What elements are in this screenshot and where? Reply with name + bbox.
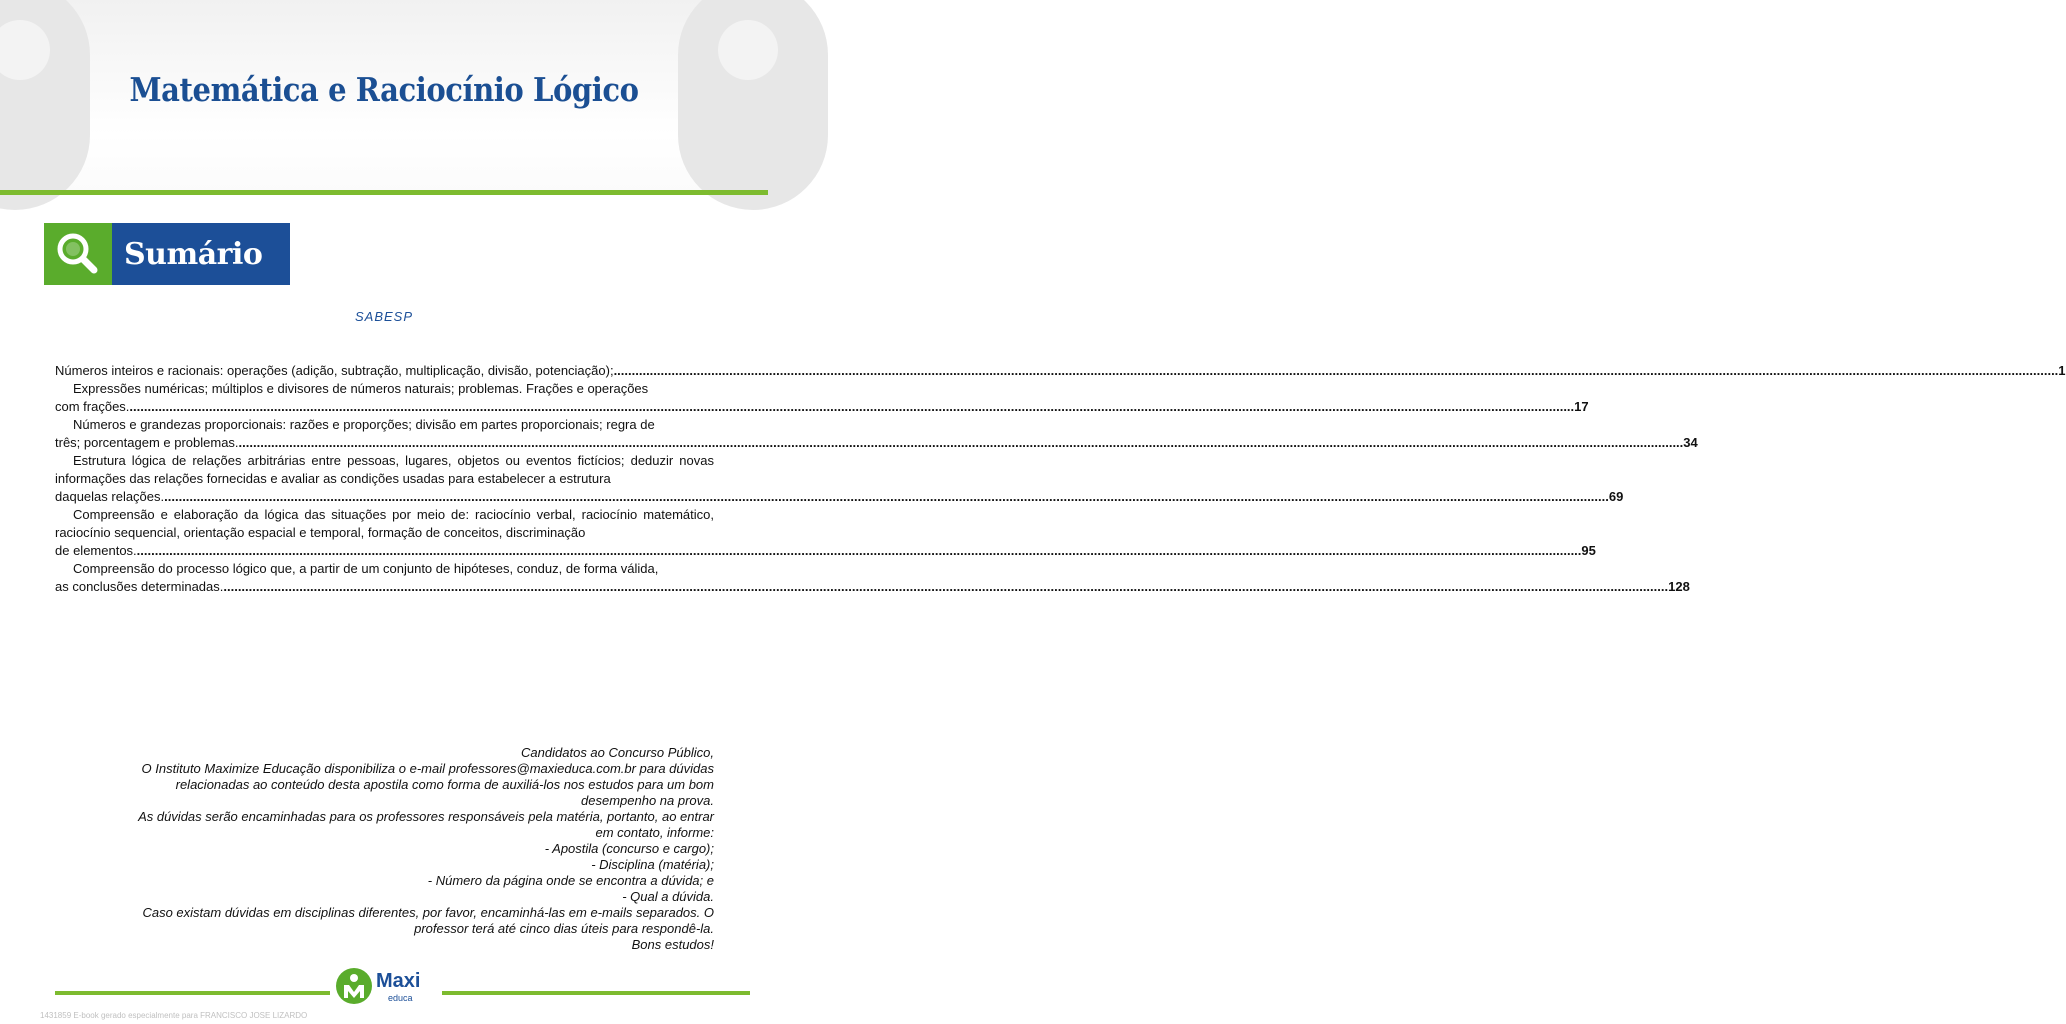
notice-line: Candidatos ao Concurso Público, [521, 745, 714, 760]
toc-page-number: 34 [1683, 435, 1698, 450]
toc-page-number: 69 [1608, 489, 1624, 504]
toc-entry-text: daquelas relações. [55, 489, 165, 504]
page-title: Matemática e Raciocínio Lógico [129, 70, 639, 109]
notice-line: As dúvidas serão encaminhadas para os professores responsáveis pela matéria, portanto, ao entrar em contato, informe: [138, 809, 714, 840]
toc-leader: ................................................................................................................................................................................................................................................................................................................................................................................................................ [613, 363, 2059, 378]
toc-entry[interactable] [55, 362, 2066, 380]
header-divider [0, 190, 768, 195]
toc-entry-text: Números inteiros e racionais: operações (adição, subtração, multiplicação, divisão, potenciação); [55, 363, 614, 378]
toc-entry-text: Números e grandezas proporcionais: razões e proporções; divisão em partes proporcionais; regra de [73, 417, 655, 432]
toc-entry[interactable] [55, 452, 1624, 506]
contact-notice [60, 745, 714, 953]
toc-leader: ................................................................................................................................................................................................................................................................................................................................................................................................................ [223, 579, 1669, 594]
toc-entry-text: três; porcentagem e problemas. [55, 435, 239, 450]
toc-leader: ................................................................................................................................................................................................................................................................................................................................................................................................................ [129, 399, 1575, 414]
toc-page-number: 1 [2058, 363, 2066, 378]
ebook-watermark: 1431859 E-book gerado especialmente para FRANCISCO JOSE LIZARDO [40, 1011, 308, 1020]
toc-entry-text: as conclusões determinadas. [55, 579, 224, 594]
toc-entry[interactable] [55, 560, 1690, 596]
toc-entry[interactable] [55, 506, 1596, 560]
maxi-logo [336, 966, 436, 1006]
toc-page-number: 17 [1574, 399, 1589, 414]
toc-entry-text: Expressões numéricas; múltiplos e divisores de números naturais; problemas. Frações e operações [73, 381, 649, 396]
logo-subtitle: educa [388, 993, 413, 1003]
toc-entry[interactable] [55, 416, 1698, 452]
logo-name: Maxi [376, 970, 421, 992]
summary-heading: Sumário [112, 223, 290, 285]
toc-leader: ................................................................................................................................................................................................................................................................................................................................................................................................................ [136, 543, 1582, 558]
notice-line: Bons estudos! [631, 937, 714, 952]
footer-divider-right [442, 991, 750, 995]
toc-entry-text: Compreensão do processo lógico que, a partir de um conjunto de hipóteses, conduz, de forma válida, [73, 561, 659, 576]
notice-line: O Instituto Maximize Educação disponibiliza o e-mail professores@maxieduca.com.br para dúvidas relacionadas ao conteúdo desta apostila como forma de auxiliá-los nos estudos para um bom desempenho na prova. [141, 761, 714, 808]
toc-entry-text: com frações. [55, 399, 130, 414]
summary-banner [44, 223, 290, 285]
footer-divider-left [55, 991, 330, 995]
toc-entry-text: Estrutura lógica de relações arbitrárias entre pessoas, lugares, objetos ou eventos fictícios; deduzir novas informações das relações fornecidas e avaliar as condições usadas para estabelecer a estrutura [55, 453, 714, 486]
toc-leader: ................................................................................................................................................................................................................................................................................................................................................................................................................ [164, 489, 1609, 504]
magnifier-icon [44, 223, 112, 285]
table-of-contents [55, 362, 2066, 596]
toc-page-number: 128 [1668, 579, 1690, 594]
notice-line: - Número da página onde se encontra a dúvida; e [427, 873, 714, 888]
exam-subtitle: SABESP [354, 309, 414, 324]
notice-line: Caso existam dúvidas em disciplinas diferentes, por favor, encaminhá-las em e-mails separados. O professor terá até cinco dias úteis para respondê-la. [142, 905, 714, 936]
toc-entry[interactable] [55, 380, 1589, 416]
toc-entry-text: Compreensão e elaboração da lógica das situações por meio de: raciocínio verbal, raciocínio matemático, raciocínio sequencial, orientação espacial e temporal, formação de conceitos, discriminação [55, 507, 714, 540]
notice-line: - Qual a dúvida. [622, 889, 714, 904]
page-header [0, 0, 768, 192]
toc-entry-text: de elementos. [55, 543, 137, 558]
notice-line: - Apostila (concurso e cargo); [544, 841, 714, 856]
notice-line: - Disciplina (matéria); [591, 857, 714, 872]
toc-leader: ................................................................................................................................................................................................................................................................................................................................................................................................................ [238, 435, 1684, 450]
maxi-logo-icon [336, 968, 372, 1004]
toc-page-number: 95 [1581, 543, 1596, 558]
